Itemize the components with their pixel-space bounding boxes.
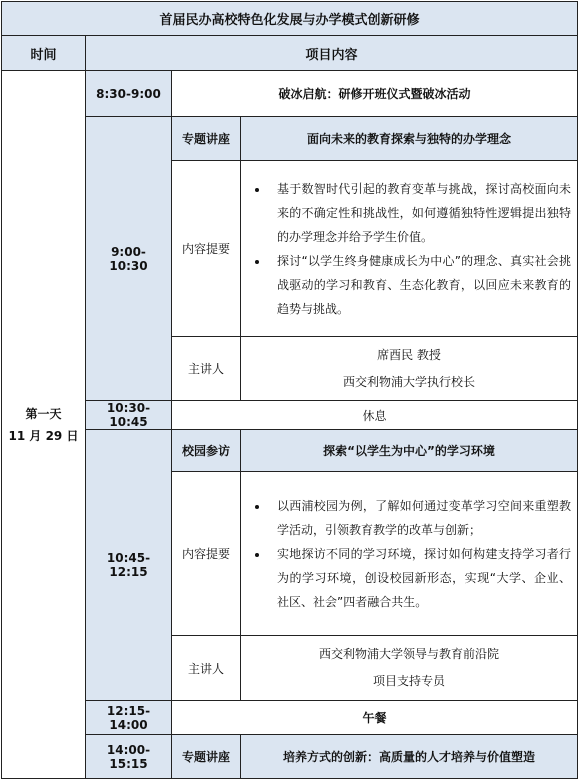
speaker-name: 席酉民 教授 xyxy=(377,347,441,362)
topic-title: 培养方式的创新：高质量的人才培养与价值塑造 xyxy=(241,735,578,779)
time-slot-5: 12:15-14:00 xyxy=(86,701,172,735)
summary-bullet-list xyxy=(247,177,571,321)
summary-content xyxy=(241,161,578,337)
summary-bullet: • 以西浦校园为例，了解如何通过变革学习空间来重塑教学活动，引领教育教学的改革与创新； xyxy=(269,494,571,542)
time-slot-3: 10:30-10:45 xyxy=(86,401,172,430)
summary-bullet: • 实地探访不同的学习环境，探讨如何构建支持学习者行为的学习环境，创设校园新形态，实现“大学、企业、社区、社会”四者融合共生。 xyxy=(269,542,571,614)
summary-label: 内容提要 xyxy=(172,161,241,337)
agenda-item-opening: 破冰启航：研修开班仪式暨破冰活动 xyxy=(172,71,578,117)
topic-title: 探索“以学生为中心”的学习环境 xyxy=(241,430,578,472)
speaker-label: 主讲人 xyxy=(172,337,241,401)
speaker-label: 主讲人 xyxy=(172,636,241,701)
day-cell xyxy=(2,71,86,779)
category-campus-visit: 校园参访 xyxy=(172,430,241,472)
day-label: 第一天 xyxy=(25,406,62,421)
category-lecture: 专题讲座 xyxy=(172,117,241,161)
summary-content xyxy=(241,472,578,636)
time-slot-2: 9:00-10:30 xyxy=(86,117,172,401)
header-content: 项目内容 xyxy=(86,36,578,71)
speaker-title: 项目支持专员 xyxy=(373,674,446,688)
time-slot-1: 8:30-9:00 xyxy=(86,71,172,117)
speaker-title: 西交利物浦大学执行校长 xyxy=(343,374,476,389)
day-date: 11 月 29 日 xyxy=(8,428,79,443)
time-slot-6: 14:00-15:15 xyxy=(86,735,172,779)
category-lecture: 专题讲座 xyxy=(172,735,241,779)
summary-bullet: • 基于数智时代引起的教育变革与挑战，探讨高校面向未来的不确定性和挑战性，如何遵循独特性逻辑提出独特的办学理念并给予学生价值。 xyxy=(269,177,571,249)
schedule-title: 首届民办高校特色化发展与办学模式创新研修 xyxy=(2,2,578,36)
summary-bullet: • 探讨“以学生终身健康成长为中心”的理念、真实社会挑战驱动的学习和教育、生态化教育，以回应未来教育的趋势与挑战。 xyxy=(269,249,571,321)
agenda-item-lunch: 午餐 xyxy=(172,701,578,735)
speaker-info xyxy=(241,337,578,401)
speaker-name: 西交利物浦大学领导与教育前沿院 xyxy=(319,647,500,661)
summary-bullet-list xyxy=(247,494,571,614)
schedule-table xyxy=(1,1,578,779)
speaker-info xyxy=(241,636,578,701)
agenda-item-break: 休息 xyxy=(172,401,578,430)
header-time: 时间 xyxy=(2,36,86,71)
time-slot-4: 10:45-12:15 xyxy=(86,430,172,701)
topic-title: 面向未来的教育探索与独特的办学理念 xyxy=(241,117,578,161)
summary-label: 内容提要 xyxy=(172,472,241,636)
